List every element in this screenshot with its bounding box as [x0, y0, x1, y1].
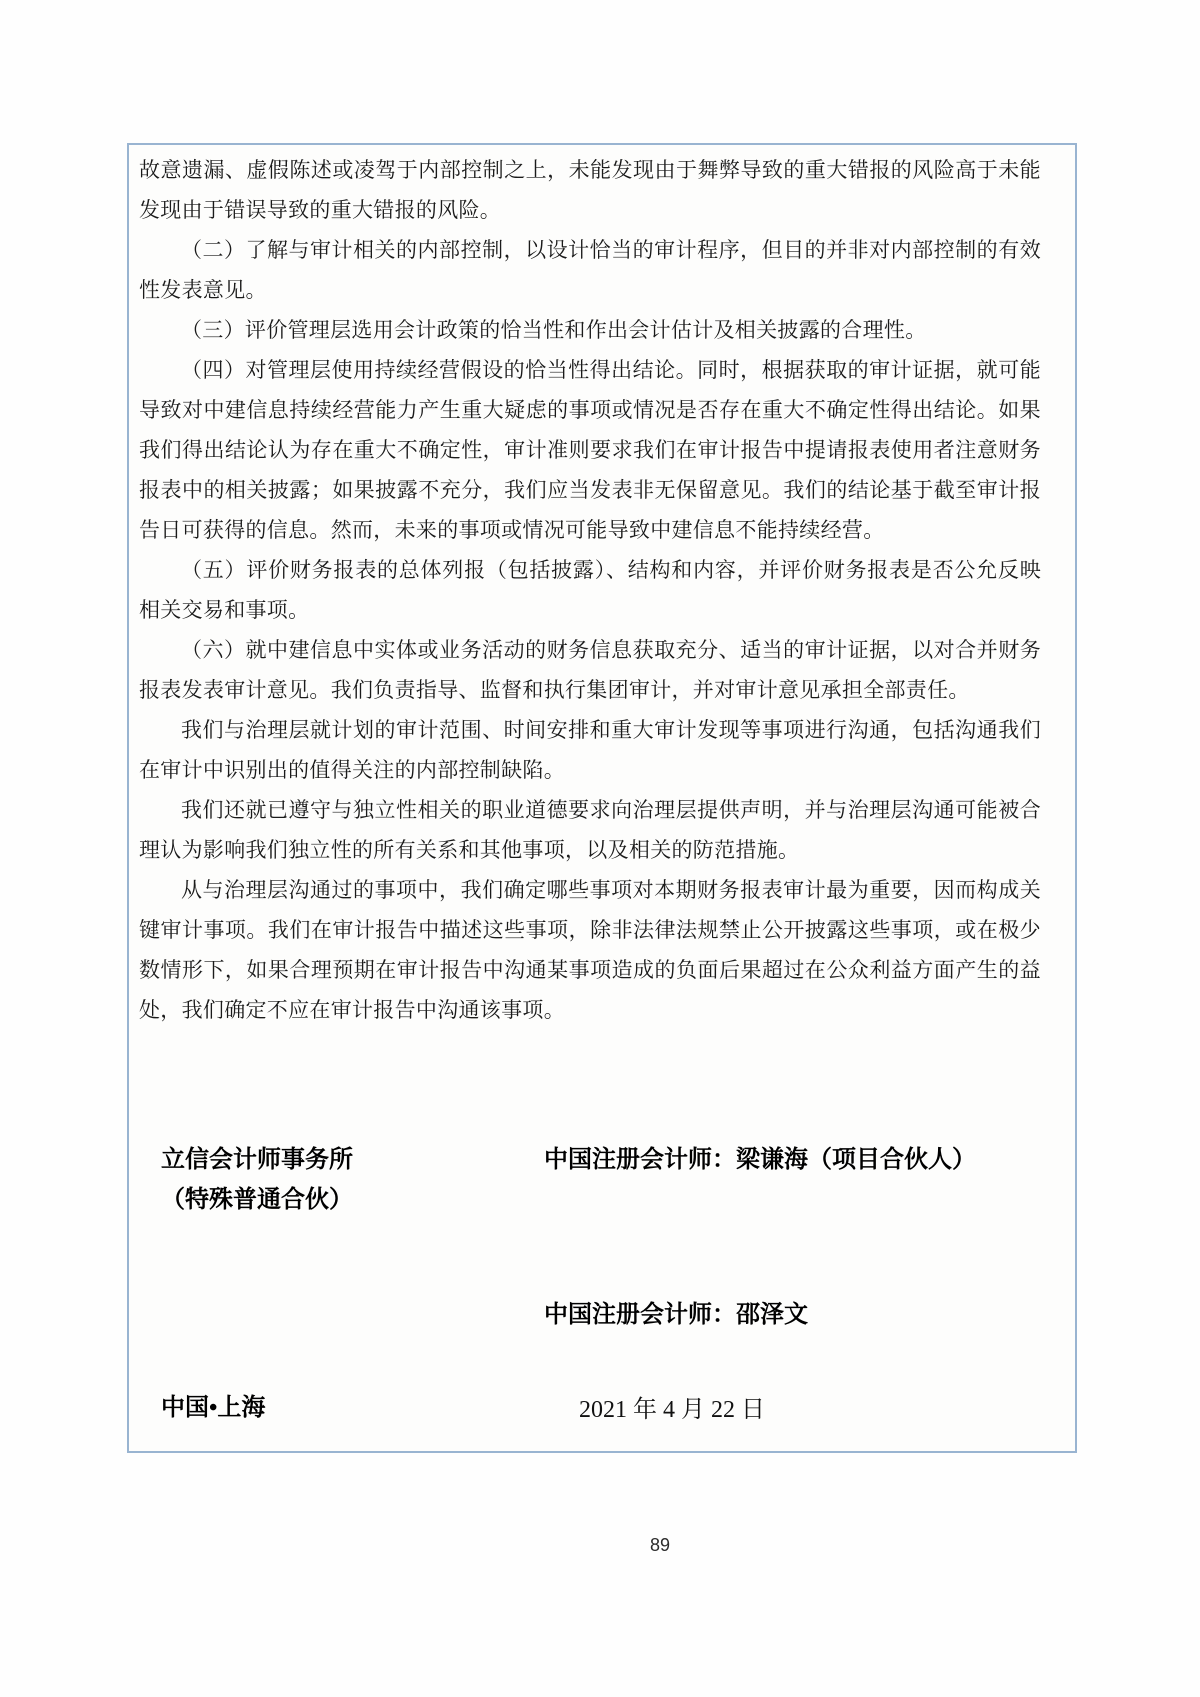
signature-location: 中国•上海 [161, 1395, 266, 1421]
audit-firm-name: 立信会计师事务所 [161, 1147, 353, 1173]
paragraph: 我们与治理层就计划的审计范围、时间安排和重大审计发现等事项进行沟通，包括沟通我们在审计中识别出的值得关注的内部控制缺陷。 [139, 718, 1041, 782]
paragraph: 从与治理层沟通过的事项中，我们确定哪些事项对本期财务报表审计最为重要，因而构成关键审计事项。我们在审计报告中描述这些事项，除非法律法规禁止公开披露这些事项，或在极少数情形下，如果合理预期在审计报告中沟通某事项造成的负面后果超过在公众利益方面产生的益处，我们确定不应在审计报告中沟通该事项。 [139, 878, 1041, 1022]
page-number: 89 [649, 1535, 671, 1555]
audit-firm-type: （特殊普通合伙） [161, 1187, 353, 1213]
paragraph: （五）评价财务报表的总体列报（包括披露）、结构和内容，并评价财务报表是否公允反映相关交易和事项。 [139, 558, 1041, 622]
paragraph: 我们还就已遵守与独立性相关的职业道德要求向治理层提供声明，并与治理层沟通可能被合理认为影响我们独立性的所有关系和其他事项，以及相关的防范措施。 [139, 798, 1041, 862]
audit-body-text [129, 145, 1075, 1030]
paragraph: （二）了解与审计相关的内部控制，以设计恰当的审计程序，但目的并非对内部控制的有效性发表意见。 [139, 238, 1041, 302]
signature-date: 2021 年 4 月 22 日 [579, 1397, 765, 1423]
paragraph: （四）对管理层使用持续经营假设的恰当性得出结论。同时，根据获取的审计证据，就可能导致对中建信息持续经营能力产生重大疑虑的事项或情况是否存在重大不确定性得出结论。如果我们得出结论认为存在重大不确定性，审计准则要求我们在审计报告中提请报表使用者注意财务报表中的相关披露；如果披露不充分，我们应当发表非无保留意见。我们的结论基于截至审计报告日可获得的信息。然而，未来的事项或情况可能导致中建信息不能持续经营。 [139, 358, 1041, 542]
cpa-signature-line-1: 中国注册会计师：梁谦海（项目合伙人） [544, 1147, 976, 1173]
cpa-signature-line-2: 中国注册会计师：邵泽文 [544, 1302, 808, 1328]
audit-report-box [127, 143, 1077, 1453]
paragraph: （三）评价管理层选用会计政策的恰当性和作出会计估计及相关披露的合理性。 [181, 318, 927, 342]
paragraph: 故意遗漏、虚假陈述或凌驾于内部控制之上，未能发现由于舞弊导致的重大错报的风险高于未能发现由于错误导致的重大错报的风险。 [139, 158, 1041, 222]
paragraph: （六）就中建信息中实体或业务活动的财务信息获取充分、适当的审计证据，以对合并财务报表发表审计意见。我们负责指导、监督和执行集团审计，并对审计意见承担全部责任。 [139, 638, 1041, 702]
